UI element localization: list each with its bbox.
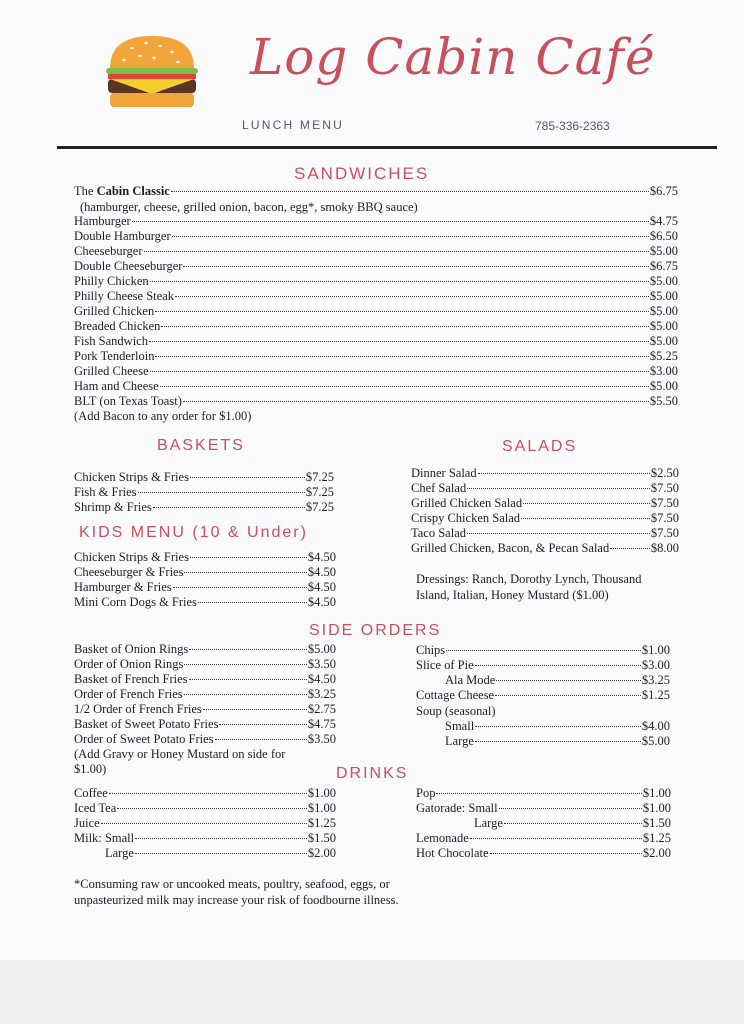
item-price: $1.00 <box>642 786 671 800</box>
menu-item <box>416 658 670 673</box>
item-name: 1/2 Order of French Fries <box>74 702 202 716</box>
menu-item <box>74 831 336 846</box>
menu-item <box>411 496 679 511</box>
drinks-heading: DRINKS <box>336 765 409 782</box>
item-name: Pop <box>416 786 436 800</box>
dot-leader <box>475 741 641 742</box>
item-name: Cheeseburger <box>74 244 143 258</box>
item-name: Double Hamburger <box>74 229 171 243</box>
item-price: $5.00 <box>649 319 678 333</box>
menu-item <box>74 364 678 379</box>
dot-leader <box>171 191 649 192</box>
item-price: $7.50 <box>650 526 679 540</box>
dot-leader <box>189 649 307 650</box>
item-price: $5.00 <box>649 274 678 288</box>
item-price: $5.50 <box>649 394 678 408</box>
item-price: $7.25 <box>305 500 334 514</box>
item-name: Basket of Sweet Potato Fries <box>74 717 219 731</box>
dressings-line-2: Island, Italian, Honey Mustard ($1.00) <box>416 588 609 602</box>
item-name: Cheeseburger & Fries <box>74 565 184 579</box>
dot-leader <box>610 548 650 549</box>
item-price: $2.00 <box>307 846 336 860</box>
item-name: Taco Salad <box>411 526 467 540</box>
item-name: Grilled Cheese <box>74 364 149 378</box>
item-price: $1.00 <box>641 643 670 657</box>
item-name: Slice of Pie <box>416 658 474 672</box>
item-name: Hot Chocolate <box>416 846 489 860</box>
menu-item <box>74 687 336 702</box>
item-name: Chicken Strips & Fries <box>74 550 189 564</box>
dot-leader <box>135 853 307 854</box>
menu-item <box>74 349 678 364</box>
menu-item <box>474 816 671 831</box>
menu-item <box>74 334 678 349</box>
menu-item <box>74 470 334 485</box>
menu-item <box>416 831 671 846</box>
item-name: Mini Corn Dogs & Fries <box>74 595 197 609</box>
menu-subtitle: LUNCH MENU <box>242 118 345 132</box>
menu-item <box>74 786 336 801</box>
item-price: $4.50 <box>307 672 336 686</box>
menu-item <box>416 846 671 861</box>
item-name: Breaded Chicken <box>74 319 161 333</box>
dot-leader <box>198 602 307 603</box>
menu-item <box>74 274 678 289</box>
item-name: BLT (on Texas Toast) <box>74 394 182 408</box>
dot-leader <box>521 518 650 519</box>
item-price: $5.00 <box>649 304 678 318</box>
item-price: $4.75 <box>307 717 336 731</box>
item-price: $1.25 <box>642 831 671 845</box>
menu-item <box>416 643 670 658</box>
item-name: Philly Cheese Steak <box>74 289 174 303</box>
side-orders-heading: SIDE ORDERS <box>309 622 442 639</box>
dot-leader <box>135 838 307 839</box>
item-price: $5.00 <box>641 734 670 748</box>
item-name: Ala Mode <box>445 673 496 687</box>
dot-leader <box>470 838 642 839</box>
baskets-heading: BASKETS <box>157 437 245 454</box>
item-name: Basket of French Fries <box>74 672 188 686</box>
item-price: $5.00 <box>649 289 678 303</box>
side-note-line-1: (Add Gravy or Honey Mustard on side for <box>74 747 286 761</box>
menu-item <box>411 511 679 526</box>
item-price: $7.50 <box>650 496 679 510</box>
dot-leader <box>150 281 649 282</box>
item-name: Double Cheeseburger <box>74 259 183 273</box>
menu-item <box>411 481 679 496</box>
item-price: $6.75 <box>649 184 678 198</box>
sandwiches-heading: SANDWICHES <box>294 164 430 183</box>
dot-leader <box>190 557 307 558</box>
item-name: Pork Tenderloin <box>74 349 155 363</box>
menu-item <box>74 595 336 610</box>
item-name: Order of Onion Rings <box>74 657 184 671</box>
menu-item <box>445 734 670 749</box>
item-name: Hamburger <box>74 214 131 228</box>
page-bottom-edge <box>0 960 744 1024</box>
dot-leader <box>499 808 642 809</box>
menu-item <box>105 846 336 861</box>
salads-heading: SALADS <box>502 438 578 455</box>
item-name: Large <box>105 846 134 860</box>
menu-item <box>74 732 336 747</box>
menu-item <box>74 289 678 304</box>
dressings-line-1: Dressings: Ranch, Dorothy Lynch, Thousand <box>416 572 642 586</box>
dot-leader <box>467 488 650 489</box>
dot-leader <box>215 739 307 740</box>
menu-item <box>74 816 336 831</box>
item-name: Order of Sweet Potato Fries <box>74 732 214 746</box>
item-price: $8.00 <box>650 541 679 555</box>
item-price: $1.25 <box>307 816 336 830</box>
dot-leader <box>183 401 649 402</box>
phone-number: 785-336-2363 <box>535 119 610 133</box>
dot-leader <box>183 266 648 267</box>
item-price: $5.00 <box>649 334 678 348</box>
menu-item <box>74 657 336 672</box>
menu-item <box>411 541 679 556</box>
item-name: Large <box>474 816 503 830</box>
kids-menu-heading: KIDS MENU (10 & Under) <box>79 524 308 541</box>
item-name: Ham and Cheese <box>74 379 159 393</box>
dot-leader <box>161 326 648 327</box>
item-price: $5.00 <box>649 244 678 258</box>
side-note-line-2: $1.00) <box>74 762 107 776</box>
dot-leader <box>436 793 641 794</box>
item-name: Fish Sandwich <box>74 334 148 348</box>
dot-leader <box>153 507 305 508</box>
item-name: Chef Salad <box>411 481 467 495</box>
sandwich-note: (Add Bacon to any order for $1.00) <box>74 409 252 423</box>
item-price: $3.50 <box>307 732 336 746</box>
dot-leader <box>189 679 307 680</box>
item-price: $4.00 <box>641 719 670 733</box>
item-name: Cottage Cheese <box>416 688 495 702</box>
item-price: $3.00 <box>641 658 670 672</box>
item-price: $3.25 <box>307 687 336 701</box>
menu-item <box>74 580 336 595</box>
menu-item <box>74 500 334 515</box>
menu-item <box>74 259 678 274</box>
dot-leader <box>184 694 307 695</box>
item-price: $2.75 <box>307 702 336 716</box>
item-price: $3.00 <box>649 364 678 378</box>
item-name: Iced Tea <box>74 801 117 815</box>
dot-leader <box>117 808 307 809</box>
hamburger-icon <box>102 34 202 110</box>
dot-leader <box>109 793 307 794</box>
item-name: Shrimp & Fries <box>74 500 152 514</box>
item-name: Gatorade: Small <box>416 801 498 815</box>
dot-leader <box>184 664 307 665</box>
header-divider <box>57 146 717 149</box>
item-price: $2.50 <box>650 466 679 480</box>
disclaimer-line-1: *Consuming raw or uncooked meats, poultry, seafood, eggs, or <box>74 877 390 891</box>
item-price: $4.50 <box>307 565 336 579</box>
item-price: $1.00 <box>307 786 336 800</box>
item-price: $7.50 <box>650 481 679 495</box>
item-name: Coffee <box>74 786 108 800</box>
menu-item <box>74 702 336 717</box>
item-name: Lemonade <box>416 831 469 845</box>
menu-item <box>416 801 671 816</box>
soup-label: Soup (seasonal) <box>416 704 496 718</box>
dot-leader <box>496 680 641 681</box>
item-price: $1.00 <box>307 801 336 815</box>
item-name: Juice <box>74 816 100 830</box>
item-name-bold: Cabin Classic <box>96 184 170 198</box>
item-price: $7.25 <box>305 485 334 499</box>
item-price: $3.50 <box>307 657 336 671</box>
menu-item <box>74 379 678 394</box>
item-name: Small <box>445 719 475 733</box>
item-name: Milk: Small <box>74 831 135 845</box>
menu-item <box>74 229 678 244</box>
item-name: Hamburger & Fries <box>74 580 172 594</box>
item-name: Dinner Salad <box>411 466 477 480</box>
dot-leader <box>190 477 305 478</box>
dot-leader <box>219 724 306 725</box>
item-price: $4.50 <box>307 550 336 564</box>
item-name: Large <box>445 734 474 748</box>
item-name: Grilled Chicken Salad <box>411 496 523 510</box>
menu-item <box>74 485 334 500</box>
menu-item <box>411 526 679 541</box>
menu-item <box>445 719 670 734</box>
item-price: $1.50 <box>307 831 336 845</box>
item-name: Grilled Chicken <box>74 304 155 318</box>
menu-item-cabin-classic <box>74 184 678 199</box>
menu-item <box>74 717 336 732</box>
item-price: $5.25 <box>649 349 678 363</box>
item-price: $3.25 <box>641 673 670 687</box>
menu-item <box>74 304 678 319</box>
item-price: $4.50 <box>307 595 336 609</box>
item-price: $7.50 <box>650 511 679 525</box>
item-name: Philly Chicken <box>74 274 149 288</box>
item-price: $5.00 <box>649 379 678 393</box>
menu-item <box>74 565 336 580</box>
cafe-title: Log Cabin Café <box>250 28 656 86</box>
item-price: $6.75 <box>649 259 678 273</box>
dot-leader <box>144 251 649 252</box>
menu-item <box>74 550 336 565</box>
item-name: Crispy Chicken Salad <box>411 511 521 525</box>
dot-leader <box>475 726 641 727</box>
item-price: $5.00 <box>307 642 336 656</box>
item-name: Grilled Chicken, Bacon, & Pecan Salad <box>411 541 610 555</box>
menu-item <box>74 672 336 687</box>
dot-leader <box>490 853 642 854</box>
dot-leader <box>149 341 649 342</box>
item-name <box>74 184 170 199</box>
menu-item <box>74 319 678 334</box>
dot-leader <box>495 695 641 696</box>
dot-leader <box>172 236 649 237</box>
dot-leader <box>155 356 648 357</box>
dot-leader <box>467 533 650 534</box>
item-name: Fish & Fries <box>74 485 137 499</box>
menu-item <box>74 801 336 816</box>
dot-leader <box>523 503 650 504</box>
item-name: Chicken Strips & Fries <box>74 470 189 484</box>
dot-leader <box>155 311 649 312</box>
item-price: $4.75 <box>649 214 678 228</box>
dot-leader <box>203 709 307 710</box>
item-price: $1.50 <box>642 816 671 830</box>
item-prefix: The <box>74 184 97 198</box>
item-price: $1.25 <box>641 688 670 702</box>
menu-item <box>74 642 336 657</box>
menu-item <box>74 214 678 229</box>
dot-leader <box>138 492 305 493</box>
item-name: Basket of Onion Rings <box>74 642 189 656</box>
item-price: $2.00 <box>642 846 671 860</box>
item-price: $4.50 <box>307 580 336 594</box>
item-price: $6.50 <box>649 229 678 243</box>
menu-item <box>74 394 678 409</box>
cabin-classic-description: (hamburger, cheese, grilled onion, bacon, egg*, smoky BBQ sauce) <box>80 200 418 214</box>
menu-item <box>416 688 670 703</box>
item-price: $1.00 <box>642 801 671 815</box>
dot-leader <box>150 371 649 372</box>
item-name: Order of French Fries <box>74 687 183 701</box>
dot-leader <box>173 587 307 588</box>
item-price: $7.25 <box>305 470 334 484</box>
menu-item <box>74 244 678 259</box>
dot-leader <box>504 823 642 824</box>
item-name: Chips <box>416 643 446 657</box>
dot-leader <box>160 386 649 387</box>
dot-leader <box>175 296 649 297</box>
dot-leader <box>184 572 306 573</box>
menu-item <box>445 673 670 688</box>
menu-item <box>416 786 671 801</box>
disclaimer-line-2: unpasteurized milk may increase your risk of foodbourne illness. <box>74 893 399 907</box>
menu-item <box>411 466 679 481</box>
dot-leader <box>132 221 649 222</box>
dot-leader <box>101 823 307 824</box>
dot-leader <box>446 650 641 651</box>
dot-leader <box>478 473 650 474</box>
dot-leader <box>475 665 641 666</box>
